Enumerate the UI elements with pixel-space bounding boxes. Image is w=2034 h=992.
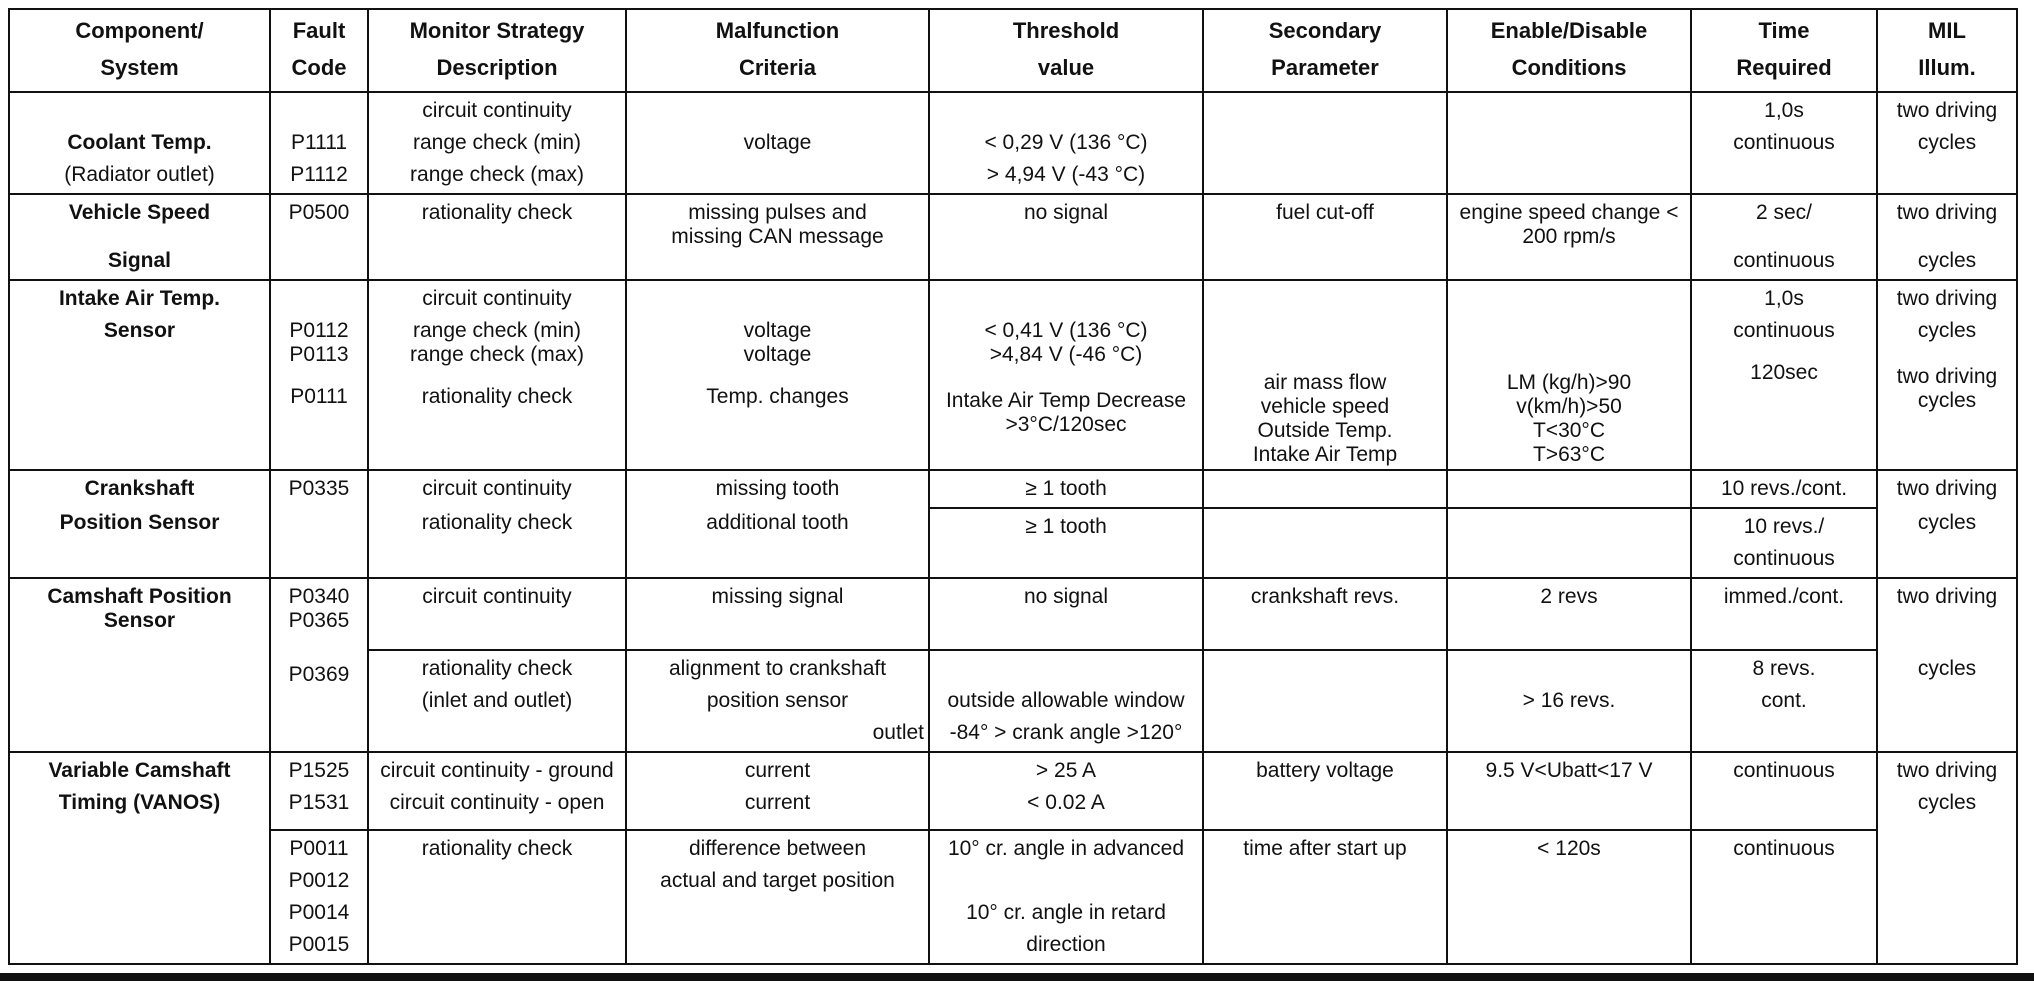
iat-strategy: circuit continuity range check (min) range check (max) rationality check (368, 280, 626, 470)
header-secondary-parameter: Secondary Parameter (1203, 9, 1447, 92)
table-row-camshaft-a (9, 578, 2017, 650)
table-row-coolant-temp (9, 92, 2017, 194)
cam-component: Camshaft Position Sensor (9, 578, 270, 752)
obd-monitor-table (8, 8, 2018, 965)
coolant-codes: P1111 P1112 (270, 92, 368, 194)
vanos-threshold-a: > 25 A < 0.02 A (929, 752, 1203, 830)
coolant-component: Coolant Temp. (Radiator outlet) (9, 92, 270, 194)
vss-code: P0500 (270, 194, 368, 280)
vanos-mil: two driving cycles (1877, 752, 2017, 964)
vss-strategy: rationality check (368, 194, 626, 280)
crank-threshold-2: ≥ 1 tooth (929, 508, 1203, 578)
cam-mil: two driving cycles (1877, 578, 2017, 752)
vss-time: 2 sec/ continuous (1691, 194, 1877, 280)
vss-criteria: missing pulses and missing CAN message (626, 194, 929, 280)
crank-mil: two driving cycles (1877, 470, 2017, 578)
table-row-crankshaft-a (9, 470, 2017, 508)
cam-threshold-a: no signal (929, 578, 1203, 650)
vanos-criteria-a: current current (626, 752, 929, 830)
coolant-time: 1,0s continuous (1691, 92, 1877, 194)
cam-secondary-b (1203, 650, 1447, 752)
crank-secondary-1 (1203, 470, 1447, 508)
header-enable-conditions: Enable/Disable Conditions (1447, 9, 1691, 92)
crank-criteria: missing tooth additional tooth (626, 470, 929, 578)
crank-enable-1 (1447, 470, 1691, 508)
vanos-criteria-b: difference between actual and target position (626, 830, 929, 964)
vss-enable: engine speed change < 200 rpm/s (1447, 194, 1691, 280)
cam-strategy-b: rationality check (inlet and outlet) (368, 650, 626, 752)
header-monitor-strategy: Monitor Strategy Description (368, 9, 626, 92)
coolant-secondary (1203, 92, 1447, 194)
vanos-enable-b: < 120s (1447, 830, 1691, 964)
cam-threshold-b: outside allowable window -84° > crank angle >120° (929, 650, 1203, 752)
vanos-enable-a: 9.5 V<Ubatt<17 V (1447, 752, 1691, 830)
vanos-component: Variable Camshaft Timing (VANOS) (9, 752, 270, 964)
header-mil: MIL Illum. (1877, 9, 2017, 92)
iat-component: Intake Air Temp. Sensor (9, 280, 270, 470)
obd-monitor-table-sheet (8, 8, 2016, 965)
iat-threshold: < 0,41 V (136 °C) >4,84 V (-46 °C) Intake Air Temp Decrease >3°C/120sec (929, 280, 1203, 470)
header-malfunction-criteria: Malfunction Criteria (626, 9, 929, 92)
cam-secondary-a: crankshaft revs. (1203, 578, 1447, 650)
iat-enable: LM (kg/h)>90 v(km/h)>50 T<30°C T>63°C (1447, 280, 1691, 470)
bottom-rule (0, 973, 2034, 981)
table-row-vanos-b (9, 830, 2017, 964)
iat-criteria: voltage voltage Temp. changes (626, 280, 929, 470)
iat-mil: two driving cycles two driving cycles (1877, 280, 2017, 470)
crank-secondary-2 (1203, 508, 1447, 578)
vanos-strategy-a: circuit continuity - ground circuit continuity - open (368, 752, 626, 830)
vanos-secondary-b: time after start up (1203, 830, 1447, 964)
crank-threshold-1: ≥ 1 tooth (929, 470, 1203, 508)
vss-mil: two driving cycles (1877, 194, 2017, 280)
coolant-threshold: < 0,29 V (136 °C) > 4,94 V (-43 °C) (929, 92, 1203, 194)
vanos-strategy-b: rationality check (368, 830, 626, 964)
header-component: Component/ System (9, 9, 270, 92)
header-fault-code: Fault Code (270, 9, 368, 92)
vanos-secondary-a: battery voltage (1203, 752, 1447, 830)
cam-criteria-a: missing signal (626, 578, 929, 650)
table-row-intake-air-temp (9, 280, 2017, 470)
iat-time: 1,0s continuous 120sec (1691, 280, 1877, 470)
header-row (9, 9, 2017, 92)
crank-time-2: 10 revs./ continuous (1691, 508, 1877, 578)
iat-codes: P0112 P0113 P0111 (270, 280, 368, 470)
vss-component: Vehicle Speed Signal (9, 194, 270, 280)
table-row-vehicle-speed (9, 194, 2017, 280)
vanos-time-a: continuous (1691, 752, 1877, 830)
cam-time-a: immed./cont. (1691, 578, 1877, 650)
cam-codes: P0340 P0365 P0369 (270, 578, 368, 752)
cam-enable-b: > 16 revs. (1447, 650, 1691, 752)
header-time-required: Time Required (1691, 9, 1877, 92)
header-threshold: Threshold value (929, 9, 1203, 92)
coolant-enable (1447, 92, 1691, 194)
coolant-strategy: circuit continuity range check (min) range check (max) (368, 92, 626, 194)
vanos-time-b: continuous (1691, 830, 1877, 964)
cam-criteria-b: alignment to crankshaft position sensor outlet (626, 650, 929, 752)
crank-component: Crankshaft Position Sensor (9, 470, 270, 578)
cam-strategy-a: circuit continuity (368, 578, 626, 650)
vss-threshold: no signal (929, 194, 1203, 280)
crank-enable-2 (1447, 508, 1691, 578)
cam-enable-a: 2 revs (1447, 578, 1691, 650)
iat-secondary: air mass flow vehicle speed Outside Temp. Intake Air Temp (1203, 280, 1447, 470)
crank-time-1: 10 revs./cont. (1691, 470, 1877, 508)
vanos-codes-a: P1525 P1531 (270, 752, 368, 830)
table-row-vanos-a (9, 752, 2017, 830)
crank-code: P0335 (270, 470, 368, 578)
crank-strategy: circuit continuity rationality check (368, 470, 626, 578)
cam-time-b: 8 revs. cont. (1691, 650, 1877, 752)
coolant-mil: two driving cycles (1877, 92, 2017, 194)
coolant-criteria: voltage (626, 92, 929, 194)
vanos-codes-b: P0011 P0012 P0014 P0015 (270, 830, 368, 964)
vanos-threshold-b: 10° cr. angle in advanced 10° cr. angle in retard direction (929, 830, 1203, 964)
vss-secondary: fuel cut-off (1203, 194, 1447, 280)
